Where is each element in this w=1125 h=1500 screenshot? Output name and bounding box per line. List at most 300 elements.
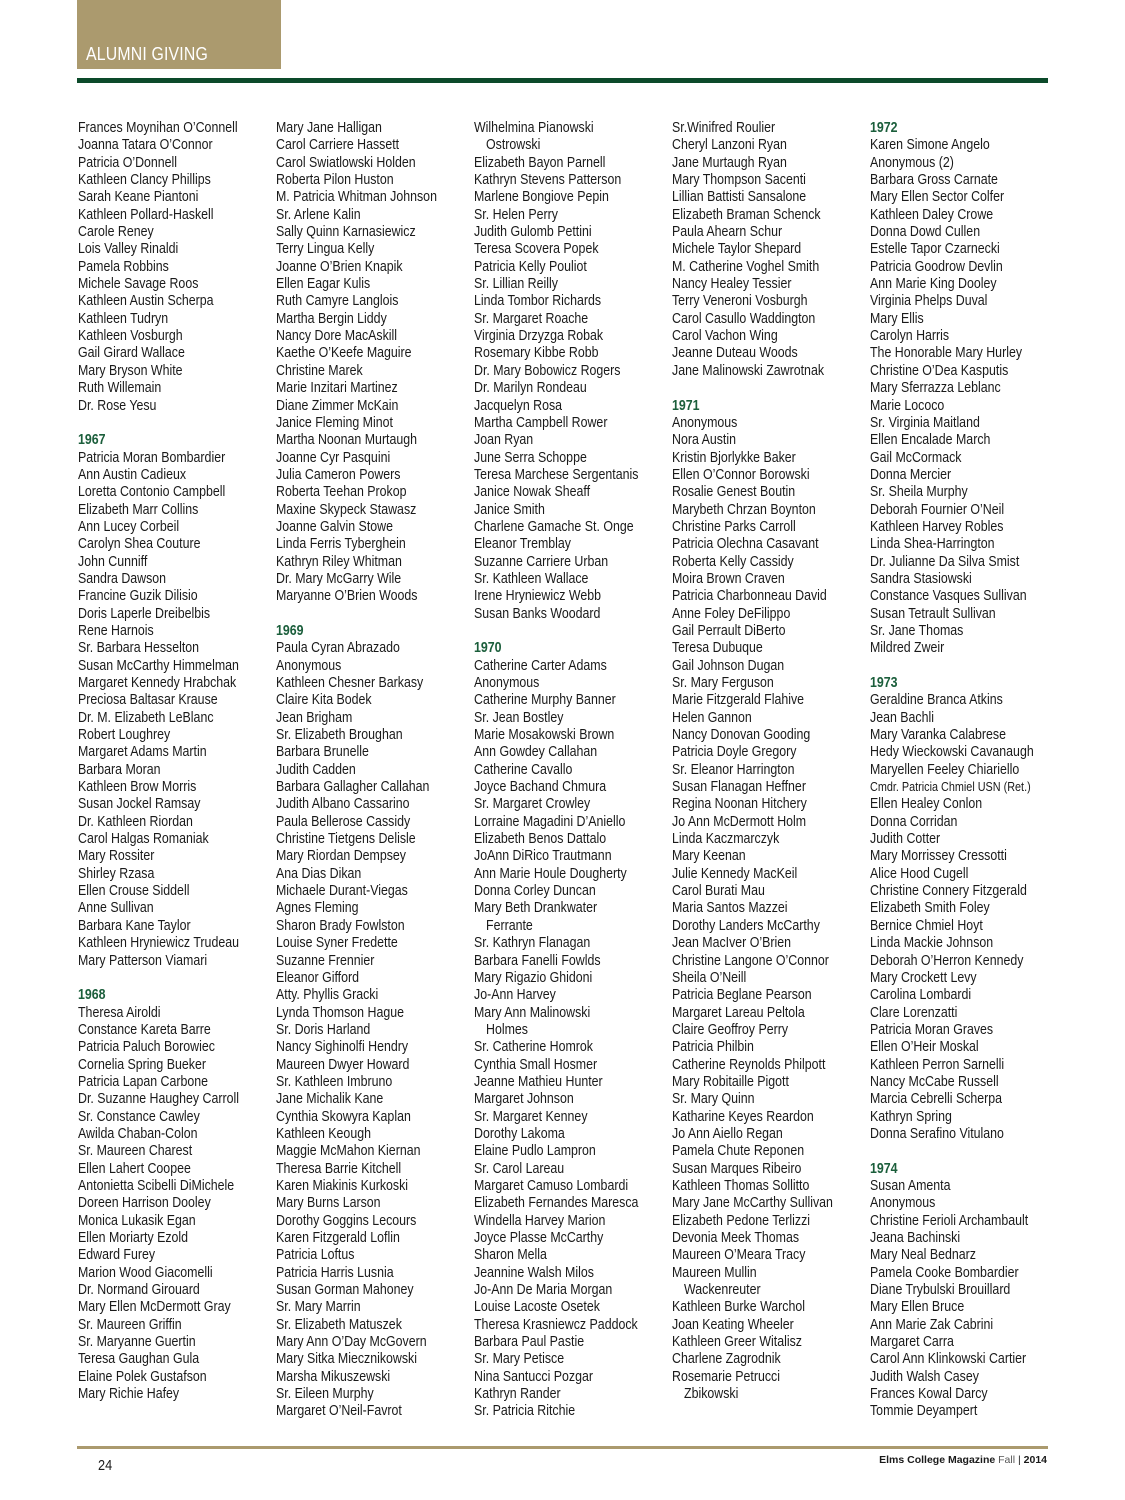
donor-name: Barbara Brunelle bbox=[276, 744, 369, 761]
donor-name: Mary Jane Halligan bbox=[276, 120, 382, 136]
donor-name: Barbara Fanelli Fowlds bbox=[474, 952, 601, 969]
donor-name: Sr. Elizabeth Broughan bbox=[276, 727, 403, 744]
donor-name: Michele Taylor Shepard bbox=[672, 241, 802, 258]
donor-name: Dr. Kathleen Riordan bbox=[78, 813, 193, 830]
donor-name: Kristin Bjorlykke Baker bbox=[672, 449, 796, 466]
donor-name: Ruth Willemain bbox=[78, 380, 162, 397]
class-year-heading: 1967 bbox=[78, 432, 106, 449]
donor-name: Kathleen Brow Morris bbox=[78, 779, 197, 796]
donor-name: Susan Flanagan Heffner bbox=[672, 779, 806, 796]
donor-name: Maxine Skypeck Stawasz bbox=[276, 501, 417, 518]
donor-name: Jane Michalik Kane bbox=[276, 1091, 384, 1108]
donor-name: Jeanne Duteau Woods bbox=[672, 345, 798, 362]
donor-name: Martha Noonan Murtaugh bbox=[276, 432, 418, 449]
donor-name: Atty. Phyllis Gracki bbox=[276, 987, 379, 1004]
donor-name: Robert Loughrey bbox=[78, 727, 171, 744]
donor-name: Claire Kita Bodek bbox=[276, 692, 372, 709]
donor-name: Ann Gowdey Callahan bbox=[474, 744, 598, 761]
donor-name: Marsha Mikuszewski bbox=[276, 1368, 391, 1385]
donor-name-continuation: Ostrowski bbox=[486, 137, 541, 154]
donor-name: Ellen Healey Conlon bbox=[870, 796, 983, 813]
donor-name: Kathryn Rander bbox=[474, 1386, 561, 1403]
donor-name: Sally Quinn Karnasiewicz bbox=[276, 224, 416, 241]
donor-name: Elizabeth Smith Foley bbox=[870, 900, 990, 917]
donor-name: Linda Shea-Harrington bbox=[870, 536, 995, 553]
donor-name: Michele Savage Roos bbox=[78, 276, 199, 293]
donor-name: Elaine Pudlo Lampron bbox=[474, 1143, 596, 1160]
donor-name: Catherine Cavallo bbox=[474, 761, 573, 778]
donor-name: Nora Austin bbox=[672, 432, 736, 449]
donor-name: Maryanne O’Brien Woods bbox=[276, 588, 418, 605]
donor-name: Moira Brown Craven bbox=[672, 570, 785, 587]
donor-name: Kathleen Chesner Barkasy bbox=[276, 675, 424, 691]
donor-name: Elizabeth Fernandes Maresca bbox=[474, 1195, 639, 1212]
donor-name: Linda Mackie Johnson bbox=[870, 935, 994, 952]
donor-name: Constance Vasques Sullivan bbox=[870, 588, 1027, 605]
donor-name: Rene Harnois bbox=[78, 622, 154, 639]
donor-name: Diane Trybulski Brouillard bbox=[870, 1282, 1011, 1299]
donor-name: Loretta Contonio Campbell bbox=[78, 484, 226, 501]
donor-name: Susan Marques Ribeiro bbox=[672, 1160, 802, 1177]
donor-name: Sarah Keane Piantoni bbox=[78, 189, 199, 206]
donor-name: Kathleen Daley Crowe bbox=[870, 206, 994, 223]
donor-name: Jo Ann Aiello Regan bbox=[672, 1125, 783, 1142]
donor-name: Judith Albano Cassarino bbox=[276, 796, 410, 813]
donor-name: Mary Ann O’Day McGovern bbox=[276, 1334, 427, 1351]
donor-name: Suzanne Carriere Urban bbox=[474, 553, 609, 570]
donor-name: Shirley Rzasa bbox=[78, 865, 155, 882]
class-year-heading: 1970 bbox=[474, 640, 502, 657]
donor-name: Kathleen Hryniewicz Trudeau bbox=[78, 935, 239, 952]
donor-name: Sr.Winifred Roulier bbox=[672, 120, 776, 136]
donor-name: Mary Sitka Miecznikowski bbox=[276, 1351, 417, 1368]
donor-name: Mary Jane McCarthy Sullivan bbox=[672, 1195, 833, 1212]
donor-name: Mary Crockett Levy bbox=[870, 969, 977, 986]
donor-name: Linda Ferris Tyberghein bbox=[276, 536, 406, 553]
donor-name: Carol Ann Klinkowski Cartier bbox=[870, 1351, 1027, 1368]
donor-name: Kathleen Pollard-Haskell bbox=[78, 206, 214, 223]
donor-name: Pamela Cooke Bombardier bbox=[870, 1264, 1019, 1281]
donor-name: Kathleen Vosburgh bbox=[78, 328, 183, 345]
donor-name: Estelle Tapor Czarnecki bbox=[870, 241, 1000, 258]
donor-name: Margaret Kennedy Hrabchak bbox=[78, 675, 237, 691]
donor-name: Sr. Margaret Roache bbox=[474, 310, 589, 327]
footer-divider bbox=[77, 1446, 1048, 1449]
donor-name: Patricia Lapan Carbone bbox=[78, 1073, 209, 1090]
donor-name: Marcia Cebrelli Scherpa bbox=[870, 1091, 1003, 1108]
donor-name: Mary Rossiter bbox=[78, 848, 155, 865]
donor-name: Susan Jockel Ramsay bbox=[78, 796, 201, 813]
donor-name: Francine Guzik Dilisio bbox=[78, 588, 198, 605]
donor-name: Barbara Kane Taylor bbox=[78, 917, 191, 934]
donor-name: Elizabeth Pedone Terlizzi bbox=[672, 1212, 811, 1229]
donor-name: Carolyn Shea Couture bbox=[78, 536, 201, 553]
donor-name: Carol Vachon Wing bbox=[672, 328, 778, 345]
donor-name: Margaret Johnson bbox=[474, 1091, 574, 1108]
donor-name: Gail McCormack bbox=[870, 449, 962, 466]
donor-name: Margaret Camuso Lombardi bbox=[474, 1177, 629, 1194]
donor-name: Ellen Lahert Coopee bbox=[78, 1160, 191, 1177]
donor-name: Eleanor Gifford bbox=[276, 969, 360, 986]
donor-name: Dorothy Lakoma bbox=[474, 1125, 565, 1142]
donor-name: Ellen Eagar Kulis bbox=[276, 276, 371, 293]
donor-name: Theresa Krasniewcz Paddock bbox=[474, 1316, 638, 1333]
donor-name: Jean Bachli bbox=[870, 709, 934, 726]
donor-name: Patricia Paluch Borowiec bbox=[78, 1039, 215, 1056]
donor-name: Kathleen Austin Scherpa bbox=[78, 293, 214, 310]
donor-name: Gail Girard Wallace bbox=[78, 345, 185, 362]
donor-name: Barbara Moran bbox=[78, 761, 161, 778]
donor-name: Sr. Maureen Charest bbox=[78, 1143, 193, 1160]
donor-name: Jeanne Mathieu Hunter bbox=[474, 1073, 603, 1090]
donor-name: Maria Santos Mazzei bbox=[672, 900, 788, 917]
donor-column-5 bbox=[870, 120, 1066, 1421]
donor-name: Dr. Marilyn Rondeau bbox=[474, 380, 587, 397]
donor-name: Patricia Beglane Pearson bbox=[672, 987, 812, 1004]
donor-name: Carol Casullo Waddington bbox=[672, 310, 816, 327]
donor-name: Edward Furey bbox=[78, 1247, 156, 1264]
donor-name: Paula Bellerose Cassidy bbox=[276, 813, 411, 830]
donor-name: Anne Foley DeFilippo bbox=[672, 605, 791, 622]
donor-name: Susan McCarthy Himmelman bbox=[78, 657, 239, 674]
donor-name: Ann Lucey Corbeil bbox=[78, 518, 180, 535]
donor-name: Sr. Lillian Reilly bbox=[474, 276, 558, 293]
donor-name: Virginia Drzyzga Robak bbox=[474, 328, 604, 345]
donor-name: Susan Tetrault Sullivan bbox=[870, 605, 996, 622]
donor-name: Sr. Jane Thomas bbox=[870, 622, 964, 639]
donor-name: Mary Thompson Sacenti bbox=[672, 172, 806, 189]
donor-name: Frances Kowal Darcy bbox=[870, 1386, 988, 1403]
donor-name: Ellen O’Connor Borowski bbox=[672, 466, 810, 483]
donor-name: Helen Gannon bbox=[672, 709, 752, 726]
donor-name: Christine Parks Carroll bbox=[672, 518, 796, 535]
donor-name: Sr. Jean Bostley bbox=[474, 709, 564, 726]
class-year-heading: 1969 bbox=[276, 622, 304, 639]
donor-name: Kathleen Burke Warchol bbox=[672, 1299, 806, 1316]
header-divider bbox=[77, 78, 1048, 83]
donor-name: Rosemary Kibbe Robb bbox=[474, 345, 599, 362]
donor-name: Mary Beth Drankwater bbox=[474, 900, 598, 917]
donor-name: Lynda Thomson Hague bbox=[276, 1004, 404, 1021]
donor-name: Virginia Phelps Duval bbox=[870, 293, 988, 310]
donor-name: Joyce Bachand Chmura bbox=[474, 779, 607, 796]
donor-name: Nina Santucci Pozgar bbox=[474, 1368, 594, 1385]
donor-name: Sr. Mary Petisce bbox=[474, 1351, 565, 1368]
donor-name: Patricia Philbin bbox=[672, 1039, 754, 1056]
donor-name: Dr. Suzanne Haughey Carroll bbox=[78, 1091, 239, 1108]
donor-name: Sr. Patricia Ritchie bbox=[474, 1403, 576, 1420]
donor-name: Linda Kaczmarczyk bbox=[672, 831, 780, 848]
donor-name: Patricia Goodrow Devlin bbox=[870, 258, 1003, 275]
donor-name: Donna Corridan bbox=[870, 813, 958, 830]
donor-name: Anne Sullivan bbox=[78, 900, 154, 917]
donor-name: Mary Ellen McDermott Gray bbox=[78, 1299, 231, 1316]
donor-name: Nancy Sighinolfi Hendry bbox=[276, 1039, 409, 1056]
donor-name: Carol Burati Mau bbox=[672, 883, 765, 900]
donor-name: Karen Fitzgerald Loflin bbox=[276, 1230, 400, 1246]
donor-name: Theresa Barrie Kitchell bbox=[276, 1160, 402, 1177]
donor-name: Sr. Margaret Crowley bbox=[474, 796, 591, 813]
donor-name: Maureen O’Meara Tracy bbox=[672, 1247, 806, 1264]
class-year-heading: 1971 bbox=[672, 397, 700, 414]
donor-name: Margaret Lareau Peltola bbox=[672, 1004, 805, 1021]
donor-name: Dr. M. Elizabeth LeBlanc bbox=[78, 709, 214, 726]
donor-name: Maryellen Feeley Chiariello bbox=[870, 761, 1020, 778]
donor-name: Marie Inzitari Martinez bbox=[276, 380, 398, 397]
donor-name: Sr. Maureen Griffin bbox=[78, 1316, 182, 1333]
section-spacer bbox=[870, 1143, 1066, 1160]
donor-name: Barbara Gross Carnate bbox=[870, 172, 998, 189]
footer-separator: | bbox=[1017, 1454, 1021, 1466]
donor-name: Jeannine Walsh Milos bbox=[474, 1264, 594, 1281]
donor-name: Doreen Harrison Dooley bbox=[78, 1195, 211, 1212]
donor-name: Christine Langone O’Connor bbox=[672, 952, 829, 969]
donor-name-continuation: Wackenreuter bbox=[684, 1282, 761, 1299]
donor-name: Sr. Barbara Hesselton bbox=[78, 640, 200, 657]
donor-name: June Serra Schoppe bbox=[474, 449, 587, 466]
donor-name: Dr. Rose Yesu bbox=[78, 397, 157, 414]
donor-name: Patricia Loftus bbox=[276, 1247, 355, 1264]
donor-name: Agnes Fleming bbox=[276, 900, 359, 917]
donor-name: Judith Cotter bbox=[870, 831, 941, 848]
donor-name: Teresa Marchese Sergentanis bbox=[474, 466, 639, 483]
donor-name: Ellen Encalade March bbox=[870, 432, 991, 449]
donor-name: Anonymous bbox=[672, 414, 738, 431]
donor-name: Lillian Battisti Sansalone bbox=[672, 189, 807, 206]
donor-name: Terry Veneroni Vosburgh bbox=[672, 293, 808, 310]
donor-name: Catherine Reynolds Philpott bbox=[672, 1056, 826, 1073]
donor-name: Marybeth Chrzan Boynton bbox=[672, 501, 816, 518]
donor-name: Teresa Dubuque bbox=[672, 640, 763, 657]
donor-name: Hedy Wieckowski Cavanaugh bbox=[870, 744, 1034, 761]
donor-name: Carol Swiatlowski Holden bbox=[276, 154, 416, 171]
donor-name: Ana Dias Dikan bbox=[276, 865, 362, 882]
donor-name: Marie Mosakowski Brown bbox=[474, 727, 615, 744]
donor-name: Sr. Kathleen Imbruno bbox=[276, 1073, 393, 1090]
donor-name: Preciosa Baltasar Krause bbox=[78, 692, 218, 709]
donor-name: Karen Simone Angelo bbox=[870, 137, 990, 154]
donor-name: Pamela Robbins bbox=[78, 258, 169, 275]
donor-name: Donna Serafino Vitulano bbox=[870, 1125, 1004, 1142]
donor-name: Mary Patterson Viamari bbox=[78, 952, 208, 969]
donor-name: Kathleen Tudryn bbox=[78, 310, 169, 327]
donor-name: Kathleen Greer Witalisz bbox=[672, 1334, 803, 1351]
donor-name: Susan Banks Woodard bbox=[474, 605, 601, 622]
donor-name: Carolina Lombardi bbox=[870, 987, 972, 1004]
donor-name: Mary Ellen Bruce bbox=[870, 1299, 965, 1316]
donor-name: Nancy Donovan Gooding bbox=[672, 727, 811, 744]
donor-name: Carole Reney bbox=[78, 224, 154, 241]
donor-name: Kathleen Harvey Robles bbox=[870, 518, 1004, 535]
donor-column-4 bbox=[672, 120, 868, 1403]
donor-name: Elizabeth Bayon Parnell bbox=[474, 154, 606, 171]
donor-name: Elizabeth Marr Collins bbox=[78, 501, 199, 518]
donor-name: Paula Ahearn Schur bbox=[672, 224, 783, 241]
donor-name: Doris Laperle Dreibelbis bbox=[78, 605, 211, 622]
donor-name: Roberta Pilon Huston bbox=[276, 172, 394, 189]
donor-name: Mary Robitaille Pigott bbox=[672, 1073, 789, 1090]
donor-name: Sr. Eileen Murphy bbox=[276, 1386, 374, 1403]
donor-name: Pamela Chute Reponen bbox=[672, 1143, 805, 1160]
donor-name: Anonymous bbox=[276, 657, 342, 674]
donor-name: Jane Malinowski Zawrotnak bbox=[672, 362, 825, 379]
donor-name: Deborah Fournier O’Neil bbox=[870, 501, 1005, 518]
donor-name: Lorraine Magadini D’Aniello bbox=[474, 813, 626, 830]
donor-name: Roberta Kelly Cassidy bbox=[672, 553, 794, 570]
donor-name: Joanne Cyr Pasquini bbox=[276, 449, 391, 466]
donor-name: Awilda Chaban-Colon bbox=[78, 1125, 198, 1142]
donor-name: Kathleen Keough bbox=[276, 1125, 371, 1142]
donor-name: Donna Dowd Cullen bbox=[870, 224, 981, 241]
donor-name: Susan Gorman Mahoney bbox=[276, 1282, 414, 1299]
donor-name: Sr. Helen Perry bbox=[474, 206, 558, 223]
donor-name: Janice Fleming Minot bbox=[276, 414, 393, 431]
donor-name: Patricia Moran Bombardier bbox=[78, 449, 226, 466]
donor-name: Cmdr. Patricia Chmiel USN (Ret.) bbox=[870, 780, 1031, 795]
donor-name: Antonietta Scibelli DiMichele bbox=[78, 1177, 235, 1194]
donor-name: Mildred Zweir bbox=[870, 640, 945, 657]
donor-name: Monica Lukasik Egan bbox=[78, 1212, 196, 1229]
donor-name: Joanne Galvin Stowe bbox=[276, 518, 393, 535]
donor-name: Joanna Tatara O’Connor bbox=[78, 137, 213, 154]
donor-name: Gail Perrault DiBerto bbox=[672, 622, 786, 639]
donor-name: Susan Amenta bbox=[870, 1177, 951, 1194]
donor-name: Jane Murtaugh Ryan bbox=[672, 154, 787, 171]
donor-name: Julie Kennedy MacKeil bbox=[672, 865, 798, 882]
donor-name: Teresa Scovera Popek bbox=[474, 241, 599, 258]
donor-name: Nancy Healey Tessier bbox=[672, 276, 792, 293]
section-spacer bbox=[870, 658, 1066, 675]
donor-name: Patricia Doyle Gregory bbox=[672, 744, 797, 761]
donor-name: Frances Moynihan O’Connell bbox=[78, 120, 238, 136]
donor-name: Cheryl Lanzoni Ryan bbox=[672, 137, 787, 154]
donor-name: Sharon Mella bbox=[474, 1247, 547, 1264]
donor-column-3 bbox=[474, 120, 670, 1421]
donor-name: Maureen Mullin bbox=[672, 1264, 757, 1281]
donor-column-2 bbox=[276, 120, 472, 1421]
donor-name: Linda Tombor Richards bbox=[474, 293, 602, 310]
donor-name: John Cunniff bbox=[78, 553, 148, 570]
donor-name: Sr. Eleanor Harrington bbox=[672, 761, 795, 778]
donor-name: Kathryn Stevens Patterson bbox=[474, 172, 622, 189]
donor-name: Donna Mercier bbox=[870, 466, 952, 483]
donor-name: The Honorable Mary Hurley bbox=[870, 345, 1023, 362]
donor-name: Ann Marie King Dooley bbox=[870, 276, 997, 293]
donor-name: Kathleen Clancy Phillips bbox=[78, 172, 211, 189]
donor-name: Joan Ryan bbox=[474, 432, 534, 449]
donor-name: Louise Syner Fredette bbox=[276, 935, 398, 952]
donor-name: Carolyn Harris bbox=[870, 328, 950, 345]
donor-name: Julia Cameron Powers bbox=[276, 466, 401, 483]
donor-name: Sandra Dawson bbox=[78, 570, 167, 587]
page-number: 24 bbox=[98, 1457, 113, 1474]
donor-name: Joyce Plasse McCarthy bbox=[474, 1230, 604, 1246]
donor-name: Anonymous (2) bbox=[870, 154, 954, 171]
donor-name: Mary Keenan bbox=[672, 848, 746, 865]
donor-name: Paula Cyran Abrazado bbox=[276, 640, 400, 657]
donor-name: Sr. Margaret Kenney bbox=[474, 1108, 588, 1125]
donor-name: Barbara Paul Pastie bbox=[474, 1334, 585, 1351]
donor-name-continuation: Holmes bbox=[486, 1021, 528, 1038]
donor-name: Jacquelyn Rosa bbox=[474, 397, 563, 414]
donor-name: Patricia Moran Graves bbox=[870, 1021, 994, 1038]
donor-name: Terry Lingua Kelly bbox=[276, 241, 375, 258]
donor-name: Sr. Catherine Homrok bbox=[474, 1039, 594, 1056]
class-year-heading: 1972 bbox=[870, 120, 898, 136]
donor-name: Sr. Kathryn Flanagan bbox=[474, 935, 591, 952]
donor-name: Elaine Polek Gustafson bbox=[78, 1368, 207, 1385]
donor-name: Joanne O’Brien Knapik bbox=[276, 258, 403, 275]
donor-name: Carol Carriere Hassett bbox=[276, 137, 400, 154]
donor-name: Mary Ann Malinowski bbox=[474, 1004, 591, 1021]
donor-name: Elizabeth Braman Schenck bbox=[672, 206, 821, 223]
class-year-heading: 1974 bbox=[870, 1160, 898, 1177]
donor-name: Cornelia Spring Bueker bbox=[78, 1056, 206, 1073]
donor-name: Patricia Harris Lusnia bbox=[276, 1264, 394, 1281]
donor-name: Michaele Durant-Viegas bbox=[276, 883, 408, 900]
donor-name: Diane Zimmer McKain bbox=[276, 397, 399, 414]
donor-name-continuation: Ferrante bbox=[486, 917, 533, 934]
donor-name: Sr. Mary Ferguson bbox=[672, 675, 774, 691]
donor-name: Theresa Airoldi bbox=[78, 1004, 161, 1021]
donor-name: Jean MacIver O’Brien bbox=[672, 935, 792, 952]
donor-name: JoAnn DiRico Trautmann bbox=[474, 848, 612, 865]
donor-name: Cynthia Small Hosmer bbox=[474, 1056, 598, 1073]
donor-name: Kaethe O’Keefe Maguire bbox=[276, 345, 412, 362]
donor-name: Judith Cadden bbox=[276, 761, 356, 778]
donor-name: Maggie McMahon Kiernan bbox=[276, 1143, 421, 1160]
donor-name: Ann Marie Houle Dougherty bbox=[474, 865, 627, 882]
donor-name: Mary Bryson White bbox=[78, 362, 183, 379]
donor-name: Mary Richie Hafey bbox=[78, 1386, 180, 1403]
donor-name: Devonia Meek Thomas bbox=[672, 1230, 800, 1246]
donor-name: Patricia Olechna Casavant bbox=[672, 536, 819, 553]
donor-name: Kathryn Spring bbox=[870, 1108, 952, 1125]
donor-name: Bernice Chmiel Hoyt bbox=[870, 917, 983, 934]
donor-name: Geraldine Branca Atkins bbox=[870, 692, 1003, 709]
donor-name: Margaret Carra bbox=[870, 1334, 954, 1351]
donor-name: Sr. Maryanne Guertin bbox=[78, 1334, 196, 1351]
donor-name: Mary Morrissey Cressotti bbox=[870, 848, 1007, 865]
donor-name: Tommie Deyampert bbox=[870, 1403, 978, 1420]
donor-name: Ellen Crouse Siddell bbox=[78, 883, 190, 900]
donor-name: Barbara Gallagher Callahan bbox=[276, 779, 430, 796]
donor-name: Louise Lacoste Osetek bbox=[474, 1299, 600, 1316]
footer-credit bbox=[879, 1454, 1047, 1466]
section-spacer bbox=[474, 623, 670, 640]
section-spacer bbox=[78, 415, 274, 432]
donor-name: Kathleen Thomas Sollitto bbox=[672, 1177, 810, 1194]
donor-name: Martha Bergin Liddy bbox=[276, 310, 387, 327]
donor-name: Sr. Constance Cawley bbox=[78, 1108, 200, 1125]
donor-name: Regina Noonan Hitchery bbox=[672, 796, 807, 813]
donor-name: Sr. Sheila Murphy bbox=[870, 484, 968, 501]
donor-name: Mary Rigazio Ghidoni bbox=[474, 969, 593, 986]
donor-name: Janice Smith bbox=[474, 501, 545, 518]
donor-name: Eleanor Tremblay bbox=[474, 536, 571, 553]
donor-name: Maureen Dwyer Howard bbox=[276, 1056, 410, 1073]
donor-name: Ann Marie Zak Cabrini bbox=[870, 1316, 994, 1333]
donor-name: Katharine Keyes Reardon bbox=[672, 1108, 814, 1125]
donor-name: Mary Burns Larson bbox=[276, 1195, 381, 1212]
donor-name: Patricia O’Donnell bbox=[78, 154, 178, 171]
donor-name: Mary Ellen Sector Colfer bbox=[870, 189, 1005, 206]
donor-name: Marion Wood Giacomelli bbox=[78, 1264, 213, 1281]
donor-name: Rosalie Genest Boutin bbox=[672, 484, 796, 501]
section-spacer bbox=[672, 380, 868, 397]
donor-name: Gail Johnson Dugan bbox=[672, 657, 785, 674]
donor-name: Ruth Camyre Langlois bbox=[276, 293, 399, 310]
